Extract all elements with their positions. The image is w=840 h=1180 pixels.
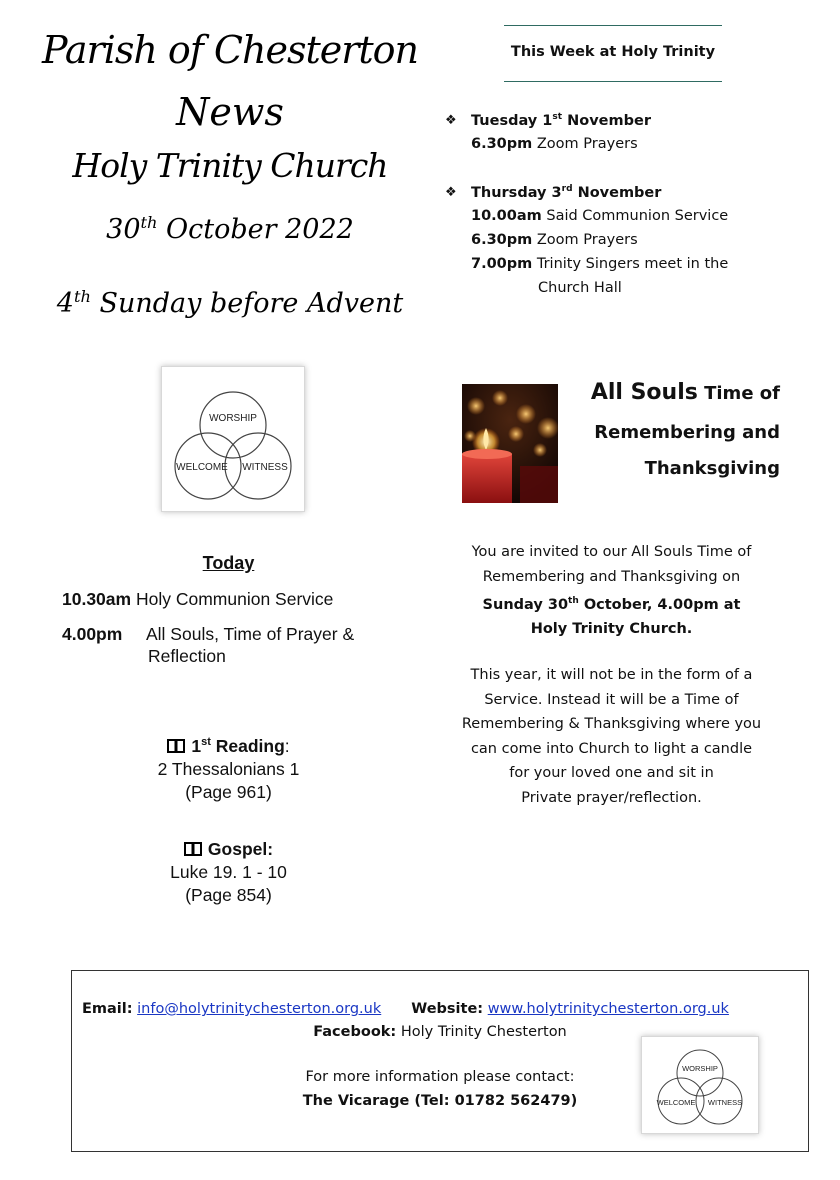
website-link[interactable]: www.holytrinitychesterton.org.uk	[487, 1001, 729, 1017]
service-row: 10.30am Holy Communion Service	[62, 589, 334, 609]
all-souls-title: All Souls Time of	[590, 380, 780, 405]
first-reading: 1st Reading: 2 Thessalonians 1 (Page 961)	[157, 735, 300, 802]
divider	[504, 81, 722, 82]
event-item: 6.30pm Zoom Prayers	[471, 232, 638, 248]
liturgical-sunday: 4th Sunday before Advent	[56, 287, 404, 319]
logo-welcome-label: WELCOME	[656, 1098, 696, 1107]
contact-info-line: For more information please contact:	[305, 1069, 575, 1085]
logo-witness-label: WITNESS	[707, 1098, 743, 1107]
book-icon	[167, 739, 185, 753]
event-item: 6.30pm Zoom Prayers	[471, 136, 638, 152]
event-item: 10.00am Said Communion Service	[471, 208, 729, 224]
parish-logo-small	[641, 1036, 759, 1134]
all-souls-invitation: You are invited to our All Souls Time of Remembering and Thanksgiving on Sunday 30th October, 4.00pm at Holy Trinity Church.	[471, 544, 752, 638]
church-name: Holy Trinity Church	[72, 146, 388, 185]
service-desc-cont: Reflection	[148, 646, 226, 666]
event-day-tuesday: ❖ Tuesday 1st November	[445, 112, 651, 129]
logo-worship-label: WORSHIP	[209, 413, 257, 424]
candle-image	[462, 384, 558, 503]
diamond-bullet-icon: ❖	[445, 113, 457, 128]
service-row: 4.00pm All Souls, Time of Prayer &	[62, 624, 355, 644]
all-souls-title-line2: Remembering and	[594, 422, 780, 443]
contact-row: Email: info@holytrinitychesterton.org.uk Website: www.holytrinitychesterton.org.uk	[82, 1001, 729, 1017]
divider	[504, 25, 722, 26]
today-heading: Today	[202, 553, 255, 573]
logo-witness-label: WITNESS	[242, 462, 288, 473]
newsletter-date: 30th October 2022	[106, 213, 354, 245]
email-link[interactable]: info@holytrinitychesterton.org.uk	[137, 1001, 382, 1017]
event-day-thursday: ❖ Thursday 3rd November	[445, 184, 662, 201]
facebook-row: Facebook: Holy Trinity Chesterton	[313, 1024, 567, 1040]
all-souls-title-line3: Thanksgiving	[644, 458, 780, 479]
event-item-cont: Church Hall	[538, 280, 622, 296]
newsletter-title-news: News	[176, 90, 284, 134]
all-souls-details: This year, it will not be in the form of a Service. Instead it will be a Time of Remembering & Thanksgiving where you can come into Church to light a candle for your loved one and sit in Private prayer/reflection.	[461, 667, 762, 806]
parish-logo	[161, 366, 305, 512]
diamond-bullet-icon: ❖	[445, 185, 457, 200]
book-icon	[184, 842, 202, 856]
newsletter-title: Parish of Chesterton	[42, 28, 418, 72]
event-item: 7.00pm Trinity Singers meet in the	[471, 256, 729, 272]
gospel-reading: Gospel: Luke 19. 1 - 10 (Page 854)	[170, 839, 287, 905]
logo-worship-label: WORSHIP	[682, 1064, 718, 1073]
vicarage-contact: The Vicarage (Tel: 01782 562479)	[302, 1093, 578, 1109]
this-week-heading: This Week at Holy Trinity	[510, 44, 716, 60]
logo-welcome-label: WELCOME	[176, 462, 228, 473]
